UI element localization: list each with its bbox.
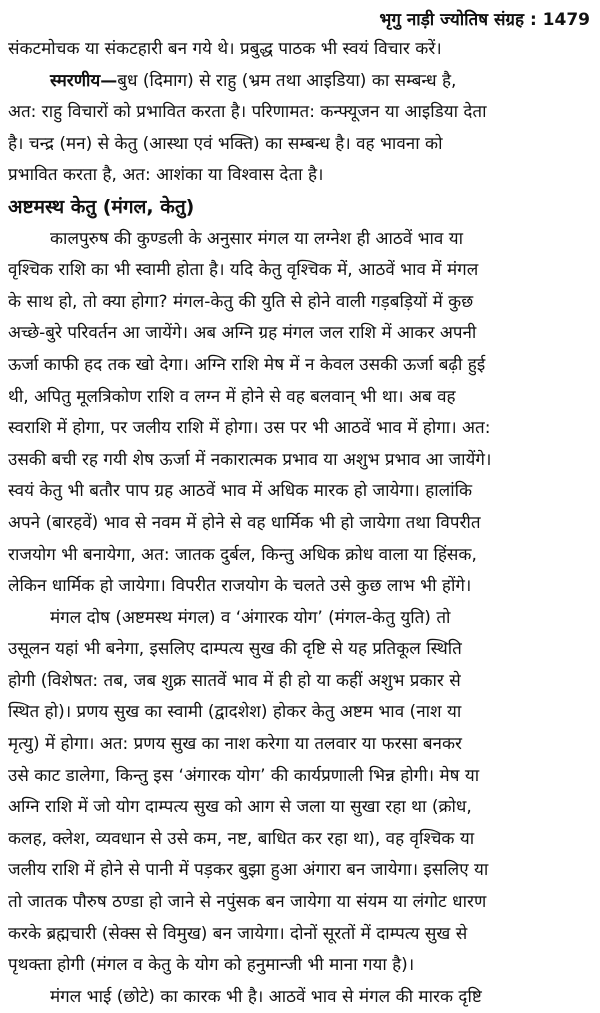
text-line: के साथ हो, तो क्या होगा? मंगल-केतु की युति से होने वाली गड़बड़ियों में कुछ xyxy=(8,291,474,312)
text-line: लेकिन धार्मिक हो जायेगा। विपरीत राजयोग के चलते उसे कुछ लाभ भी होंगे। xyxy=(8,576,472,597)
text-line: पृथक्ता होगी (मंगल व केतु के योग को हनुमान्जी भी माना गया है)। xyxy=(8,955,415,976)
text-line: प्रभावित करता है, अत: आशंका या विश्वास देता है। xyxy=(8,165,324,186)
text-line: मंगल दोष (अष्टमस्थ मंगल) व ‘अंगारक योग’ (मंगल-केतु युति) तो xyxy=(50,607,451,628)
text-line: है। चन्द्र (मन) से केतु (आस्था एवं भक्ति) का सम्बन्ध है। वह भावना को xyxy=(8,133,443,154)
text-line: जलीय राशि में होने से पानी में पड़कर बुझा हुआ अंगारा बन जायेगा। इसलिए या xyxy=(8,860,489,881)
text-line: स्वयं केतु भी बतौर पाप ग्रह आठवें भाव में अधिक मारक हो जायेगा। हालांकि xyxy=(8,481,473,502)
text-line: कालपुरुष की कुण्डली के अनुसार मंगल या लग्नेश ही आठवें भाव या xyxy=(50,228,464,249)
text-line: मृत्यु) में होगा। अत: प्रणय सुख का नाश करेगा या तलवार या फरसा बनकर xyxy=(8,734,462,755)
text-line xyxy=(8,66,590,98)
text-line: राजयोग भी बनायेगा, अत: जातक दुर्बल, किन्तु अधिक क्रोध वाला या हिंसक, xyxy=(8,544,477,565)
text-line: अत: राहु विचारों को प्रभावित करता है। परिणामत: कन्फ्यूजन या आइडिया देता xyxy=(8,102,487,123)
text-line: संकटमोचक या संकटहारी बन गये थे। प्रबुद्ध पाठक भी स्वयं विचार करें। xyxy=(8,39,442,59)
text-line: अपने (बारहवें) भाव से नवम में होने से वह धार्मिक भी हो जायेगा तथा विपरीत xyxy=(8,512,481,533)
text-line: उसे काट डालेगा, किन्तु इस ‘अंगारक योग’ की कार्यप्रणाली भिन्न होगी। मेष या xyxy=(8,765,480,786)
text-line: कलह, क्लेश, व्यवधान से उसे कम, नष्ट, बाधित कर रहा था), वह वृश्चिक या xyxy=(8,828,475,849)
text-line: ऊर्जा काफी हद तक खो देगा। अग्नि राशि मेष में न केवल उसकी ऊर्जा बढ़ी हुई xyxy=(8,354,486,375)
text-line: स्थित हो)। प्रणय सुख का स्वामी (द्वादशेश) होकर केतु अष्टम भाव (नाश या xyxy=(8,702,462,723)
text-line: होगी (विशेषत: तब, जब शुक्र सातवें भाव में ही हो या कहीं अशुभ प्रकार से xyxy=(8,670,461,691)
text-line: उसूलन यहां भी बनेगा, इसलिए दाम्पत्य सुख की दृष्टि से यह प्रतिकूल स्थिति xyxy=(8,639,462,660)
text-line: अग्नि राशि में जो योग दाम्पत्य सुख को आग से जला या सुखा रहा था (क्रोध, xyxy=(8,797,472,818)
running-head: भृगु नाड़ी ज्योतिष संग्रह : 1479 xyxy=(379,10,590,30)
text-line: उसकी बची रह गयी शेष ऊर्जा में नकारात्मक प्रभाव या अशुभ प्रभाव आ जायेंगे। xyxy=(8,449,492,470)
text-span: बुध (दिमाग) से राहु (भ्रम तथा आइडिया) का सम्बन्ध है, xyxy=(117,70,457,91)
text-line: करके ब्रह्मचारी (सेक्स से विमुख) बन जायेगा। दोनों सूरतों में दाम्पत्य सुख से xyxy=(8,923,468,944)
text-line: थी, अपितु मूलत्रिकोण राशि व लग्न में होने से वह बलवान् भी था। अब वह xyxy=(8,386,456,407)
text-line: तो जातक पौरुष ठण्डा हो जाने से नपुंसक बन जायेगा या संयम या लंगोट धारण xyxy=(8,892,487,913)
text-line: स्वराशि में होगा, पर जलीय राशि में होगा। उस पर भी आठवें भाव में होगा। अत: xyxy=(8,418,491,439)
text-line: वृश्चिक राशि का भी स्वामी होता है। यदि केतु वृश्चिक में, आठवें भाव में मंगल xyxy=(8,260,479,281)
text-line: अच्छे-बुरे परिवर्तन आ जायेंगे। अब अग्नि ग्रह मंगल जल राशि में आकर अपनी xyxy=(8,323,477,344)
text-line: मंगल भाई (छोटे) का कारक भी है। आठवें भाव से मंगल की मारक दृष्टि xyxy=(50,986,482,1007)
term-label: स्मरणीय— xyxy=(50,70,118,91)
section-heading: अष्टमस्थ केतु (मंगल, केतु) xyxy=(8,195,195,218)
